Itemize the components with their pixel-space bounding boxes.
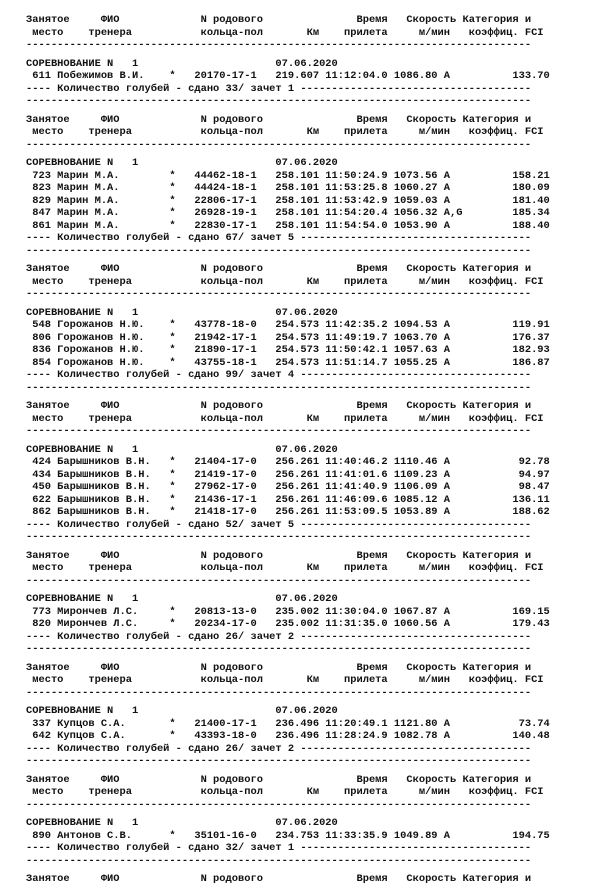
summary-line: ---- Количество голубей - сдано 67/ зачет 5 ------------------------------------- (26, 232, 532, 244)
separator-line: --------------------------------------------------------------------------------- (26, 531, 532, 543)
summary-line: ---- Количество голубей - сдано 32/ зачет 1 ------------------------------------- (26, 842, 532, 854)
results-section (26, 14, 578, 114)
separator-line: --------------------------------------------------------------------------------- (26, 244, 532, 257)
separator-line: --------------------------------------------------------------------------------- (26, 574, 532, 587)
separator-line: --------------------------------------------------------------------------------- (26, 95, 532, 107)
results-section (26, 400, 578, 550)
column-header-line1: Занятое ФИО N родового Время Скорость Категория и (26, 400, 532, 412)
results-section (26, 263, 578, 400)
result-row: 847 Марин М.А. * 26928-19-1 258.101 11:54:20.4 1056.32 A,G 185.34 (26, 207, 550, 219)
separator-line: --------------------------------------------------------------------------------- (26, 381, 532, 394)
separator-line: --------------------------------------------------------------------------------- (26, 425, 532, 437)
summary-line: ---- Количество голубей - сдано 99/ зачет 4 ------------------------------------- (26, 369, 532, 381)
results-section (26, 550, 578, 662)
result-row: 424 Барышников В.Н. * 21404-17-0 256.261 11:40:46.2 1110.46 A 92.78 (26, 456, 550, 468)
summary-line: ---- Количество голубей - сдано 26/ зачет 2 ------------------------------------- (26, 630, 532, 643)
result-row: 773 Мирончев Л.С. * 20813-13-0 235.002 11:30:04.0 1067.87 A 169.15 (26, 605, 550, 618)
result-row: 861 Марин М.А. * 22830-17-1 258.101 11:54:54.0 1053.90 A 188.40 (26, 219, 550, 232)
column-header-line2: место тренера кольца-пол Км прилета м/мин коэффиц. FCI (26, 412, 544, 425)
result-row: 337 Купцов С.А. * 21400-17-1 236.496 11:20:49.1 1121.80 A 73.74 (26, 717, 550, 730)
result-row: 823 Марин М.А. * 44424-18-1 258.101 11:53:25.8 1060.27 A 180.09 (26, 182, 550, 194)
competition-title: СОРЕВНОВАНИЕ N 1 07.06.2020 (26, 443, 338, 456)
result-row: 611 Побежимов В.И. * 20170-17-1 219.607 11:12:04.0 1086.80 A 133.70 (26, 70, 550, 82)
column-header-line1: Занятое ФИО N родового Время Скорость Категория и (26, 113, 532, 126)
result-row: 829 Марин М.А. * 22806-17-1 258.101 11:53:42.9 1059.03 A 181.40 (26, 194, 550, 207)
column-header-line1: Занятое ФИО N родового Время Скорость Категория и (26, 661, 532, 674)
result-row: 622 Барышников В.Н. * 21436-17-1 256.261 11:46:09.6 1085.12 A 136.11 (26, 493, 550, 506)
column-header-line1: Занятое ФИО N родового Время Скорость Категория и (26, 773, 532, 786)
results-section (26, 114, 578, 264)
result-row: 434 Барышников В.Н. * 21419-17-0 256.261 11:41:01.6 1109.23 A 94.97 (26, 468, 550, 481)
column-header-line2: место тренера кольца-пол Км прилета м/мин коэффиц. FCI (26, 126, 544, 138)
result-row: 820 Мирончев Л.С. * 20234-17-0 235.002 11:31:35.0 1060.56 A 179.43 (26, 618, 550, 630)
competition-title: СОРЕВНОВАНИЕ N 1 07.06.2020 (26, 817, 338, 829)
separator-line: --------------------------------------------------------------------------------- (26, 288, 532, 300)
separator-line: --------------------------------------------------------------------------------- (26, 138, 532, 151)
column-header-line2: место тренера кольца-пол Км прилета м/мин коэффиц. FCI (26, 26, 544, 39)
competition-title: СОРЕВНОВАНИЕ N 1 07.06.2020 (26, 306, 338, 319)
result-row: 548 Горожанов Н.Ю. * 43778-18-0 254.573 11:42:35.2 1094.53 A 119.91 (26, 319, 550, 331)
result-row: 723 Марин М.А. * 44462-18-1 258.101 11:50:24.9 1073.56 A 158.21 (26, 169, 550, 182)
column-header-line1: Занятое ФИО N родового Время Скорость Категория и (26, 263, 532, 275)
summary-line: ---- Количество голубей - сдано 52/ зачет 5 ------------------------------------- (26, 518, 532, 531)
summary-line: ---- Количество голубей - сдано 26/ зачет 2 ------------------------------------- (26, 742, 532, 755)
column-header-line1: Занятое ФИО N родового Время Скорость Категория и (26, 873, 532, 885)
separator-line: --------------------------------------------------------------------------------- (26, 854, 532, 867)
result-row: 890 Антонов С.В. * 35101-16-0 234.753 11:33:35.9 1049.89 A 194.75 (26, 829, 550, 842)
competition-title: СОРЕВНОВАНИЕ N 1 07.06.2020 (26, 57, 338, 70)
result-row: 836 Горожанов Н.Ю. * 21890-17-1 254.573 11:50:42.1 1057.63 A 182.93 (26, 344, 550, 356)
result-row: 806 Горожанов Н.Ю. * 21942-17-1 254.573 11:49:19.7 1063.70 A 176.37 (26, 331, 550, 344)
column-header-line2: место тренера кольца-пол Км прилета м/мин коэффиц. FCI (26, 674, 544, 686)
separator-line: --------------------------------------------------------------------------------- (26, 755, 532, 767)
column-header-line1: Занятое ФИО N родового Время Скорость Категория и (26, 14, 532, 26)
competition-title: СОРЕВНОВАНИЕ N 1 07.06.2020 (26, 705, 338, 717)
result-row: 642 Купцов С.А. * 43393-18-0 236.496 11:28:24.9 1082.78 A 140.48 (26, 730, 550, 742)
results-section (26, 662, 578, 774)
competition-title: СОРЕВНОВАНИЕ N 1 07.06.2020 (26, 157, 338, 169)
results-section (26, 774, 578, 874)
separator-line: --------------------------------------------------------------------------------- (26, 643, 532, 655)
competition-title: СОРЕВНОВАНИЕ N 1 07.06.2020 (26, 593, 338, 605)
results-document (26, 14, 578, 886)
column-header-line2: место тренера кольца-пол Км прилета м/мин коэффиц. FCI (26, 275, 544, 288)
column-header-line2: место тренера кольца-пол Км прилета м/мин коэффиц. FCI (26, 562, 544, 574)
result-row: 450 Барышников В.Н. * 27962-17-0 256.261 11:41:40.9 1106.09 A 98.47 (26, 481, 550, 493)
column-header-line1: Занятое ФИО N родового Время Скорость Категория и (26, 549, 532, 562)
result-row: 862 Барышников В.Н. * 21418-17-0 256.261 11:53:09.5 1053.89 A 188.62 (26, 506, 550, 518)
result-row: 854 Горожанов Н.Ю. * 43755-18-1 254.573 11:51:14.7 1055.25 A 186.87 (26, 356, 550, 369)
separator-line: --------------------------------------------------------------------------------- (26, 798, 532, 811)
separator-line: --------------------------------------------------------------------------------- (26, 686, 532, 699)
footer-section (26, 873, 578, 886)
column-header-line2: место тренера кольца-пол Км прилета м/мин коэффиц. FCI (26, 786, 544, 798)
separator-line: --------------------------------------------------------------------------------- (26, 39, 532, 51)
summary-line: ---- Количество голубей - сдано 33/ зачет 1 ------------------------------------- (26, 82, 532, 95)
